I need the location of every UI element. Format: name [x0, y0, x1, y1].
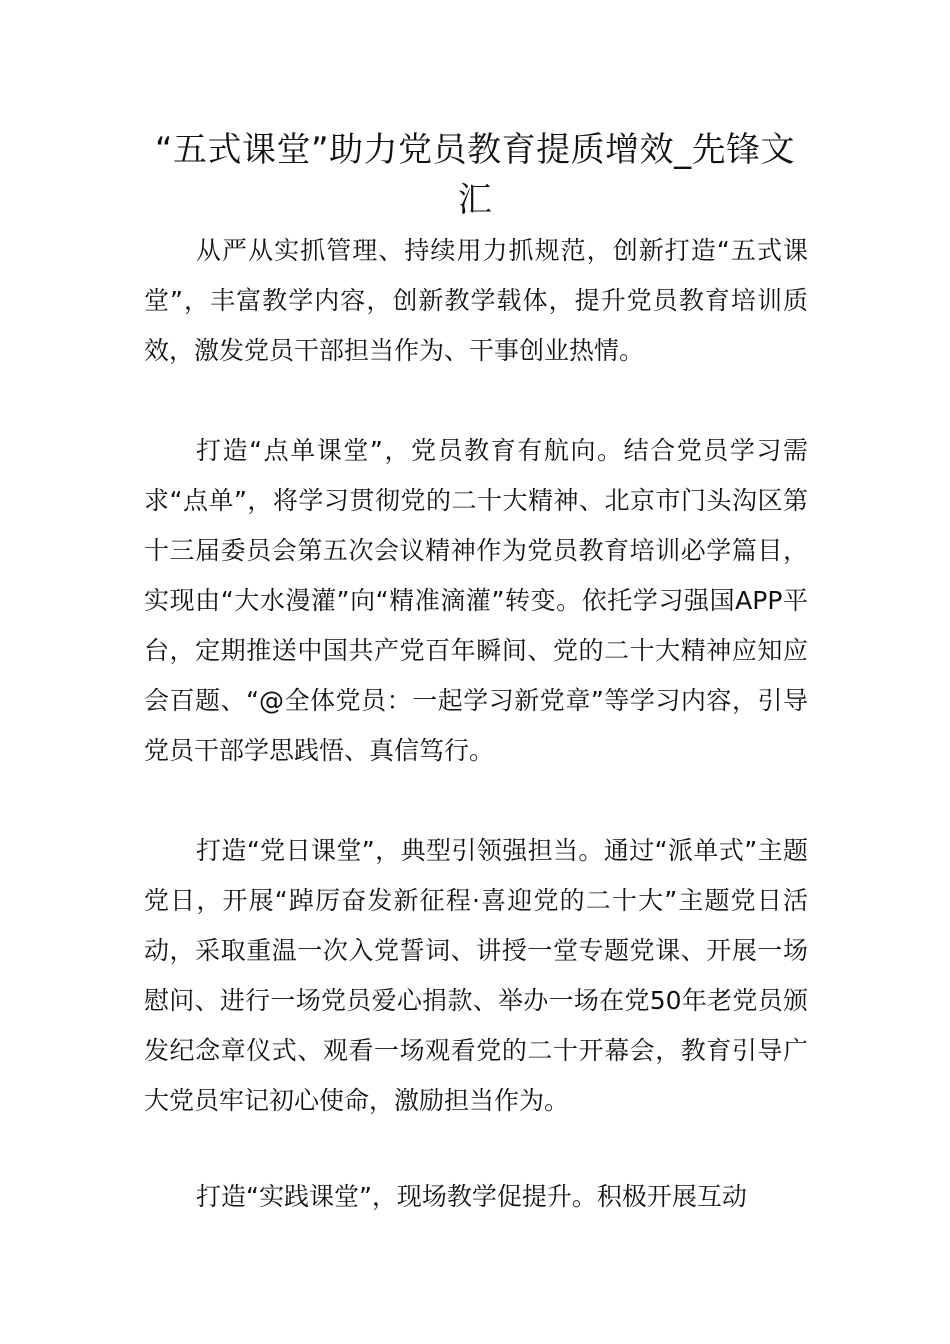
- document-title: “五式课堂”助力党员教育提质增效_先锋文汇: [154, 130, 796, 220]
- paragraph-practice-classroom: 打造“实践课堂”，现场教学促提升。积极开展互动: [196, 1182, 747, 1211]
- paragraph-intro: 从严从实抓管理、持续用力抓规范，创新打造“五式课堂”，丰富教学内容，创新教学载体，提升党员教育培训质效，激发党员干部担当作为、干事创业热情。: [144, 236, 808, 365]
- paragraph-party-day-classroom: 打造“党日课堂”，典型引领强担当。通过“派单式”主题党日，开展“踔厉奋发新征程·喜迎党的二十大”主题党日活动，采取重温一次入党誓词、讲授一堂专题党课、开展一场慰问、进行一场党员爱心捐款、举办一场在党50年老党员颁发纪念章仪式、观看一场观看党的二十开幕会，教育引导广大党员牢记初心使命，激励担当作为。: [144, 836, 808, 1115]
- paragraph-order-classroom: 打造“点单课堂”，党员教育有航向。结合党员学习需求“点单”，将学习贯彻党的二十大精神、北京市门头沟区第十三届委员会第五次会议精神作为党员教育培训必学篇目，实现由“大水漫灌”向“精准滴灌”转变。依托学习强国APP平台，定期推送中国共产党百年瞬间、党的二十大精神应知应会百题、“@全体党员：一起学习新党章”等学习内容，引导党员干部学思践悟、真信笃行。: [144, 436, 808, 765]
